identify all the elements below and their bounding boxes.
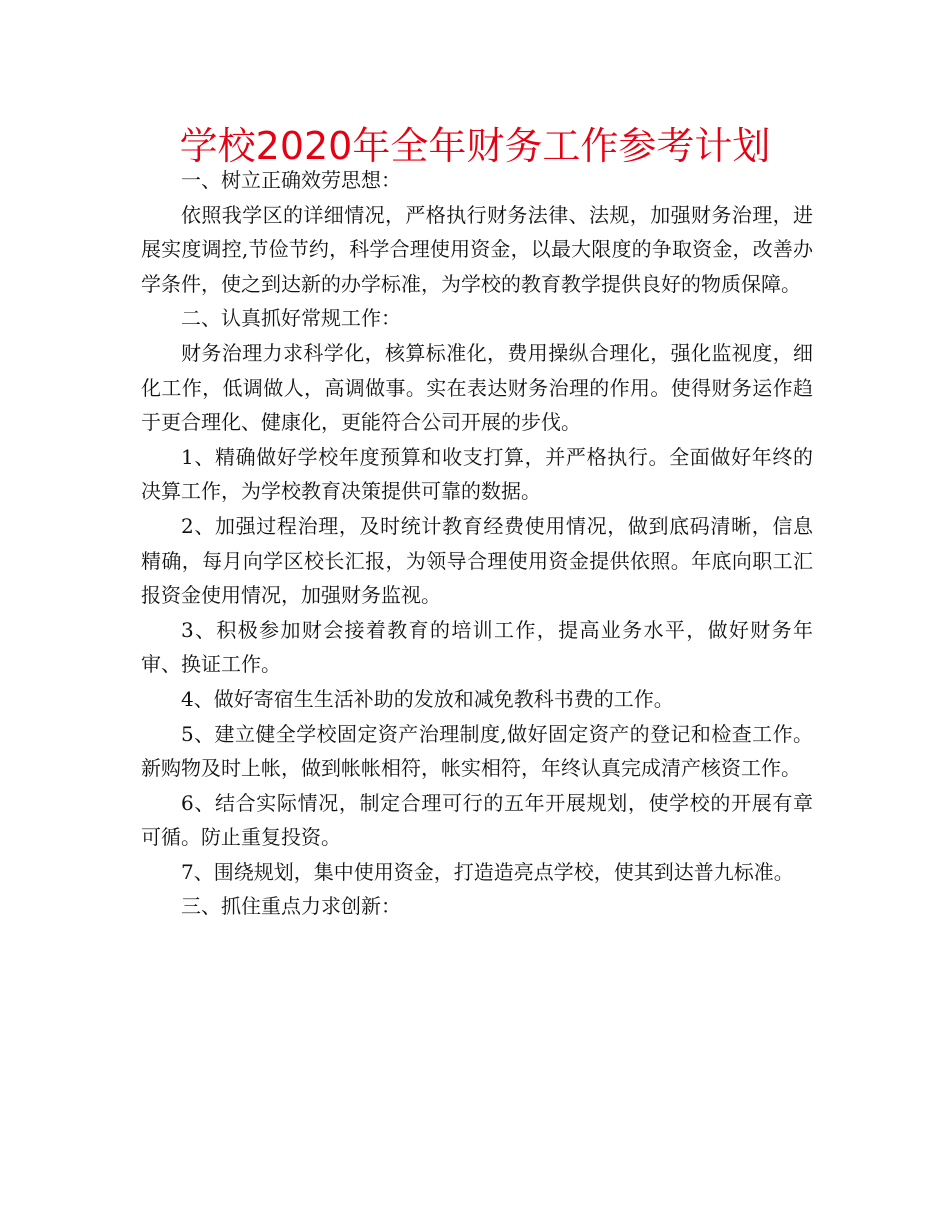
list-item: 1、精确做好学校年度预算和收支打算，并严格执行。全面做好年终的决算工作，为学校教育决策提供可靠的数据。: [141, 444, 813, 504]
list-item: 5、建立健全学校固定资产治理制度,做好固定资产的登记和检查工作。新购物及时上帐，做到帐帐相符，帐实相符，年终认真完成清产核资工作。: [141, 721, 813, 781]
list-item: 2、加强过程治理，及时统计教育经费使用情况，做到底码清晰，信息精确，每月向学区校长汇报，为领导合理使用资金提供依照。年底向职工汇报资金使用情况，加强财务监视。: [141, 513, 813, 608]
document-title: 学校2020年全年财务工作参考计划: [179, 124, 771, 168]
list-item: 6、结合实际情况，制定合理可行的五年开展规划，使学校的开展有章可循。防止重复投资。: [141, 790, 813, 850]
section-heading-3: 三、抓住重点力求创新：: [181, 894, 401, 919]
list-item: 7、围绕规划，集中使用资金，打造造亮点学校，使其到达普九标准。: [181, 859, 794, 884]
document-body: [141, 163, 813, 924]
list-item: 4、做好寄宿生生活补助的发放和减免教科书费的工作。: [181, 686, 674, 711]
section-heading-2: 二、认真抓好常规工作：: [181, 306, 401, 331]
paragraph: 依照我学区的详细情况，严格执行财务法律、法规，加强财务治理，进展实度调控,节俭节约，科学合理使用资金，以最大限度的争取资金，改善办学条件，使之到达新的办学标准，为学校的教育教学提供良好的物质保障。: [141, 202, 813, 296]
list-item: 3、积极参加财会接着教育的培训工作，提高业务水平，做好财务年审、换证工作。: [141, 617, 813, 677]
section-heading-1: 一、树立正确效劳思想：: [181, 168, 401, 192]
paragraph: 财务治理力求科学化，核算标准化，费用操纵合理化，强化监视度，细化工作，低调做人，高调做事。实在表达财务治理的作用。使得财务运作趋于更合理化、健康化，更能符合公司开展的步伐。: [141, 340, 813, 435]
